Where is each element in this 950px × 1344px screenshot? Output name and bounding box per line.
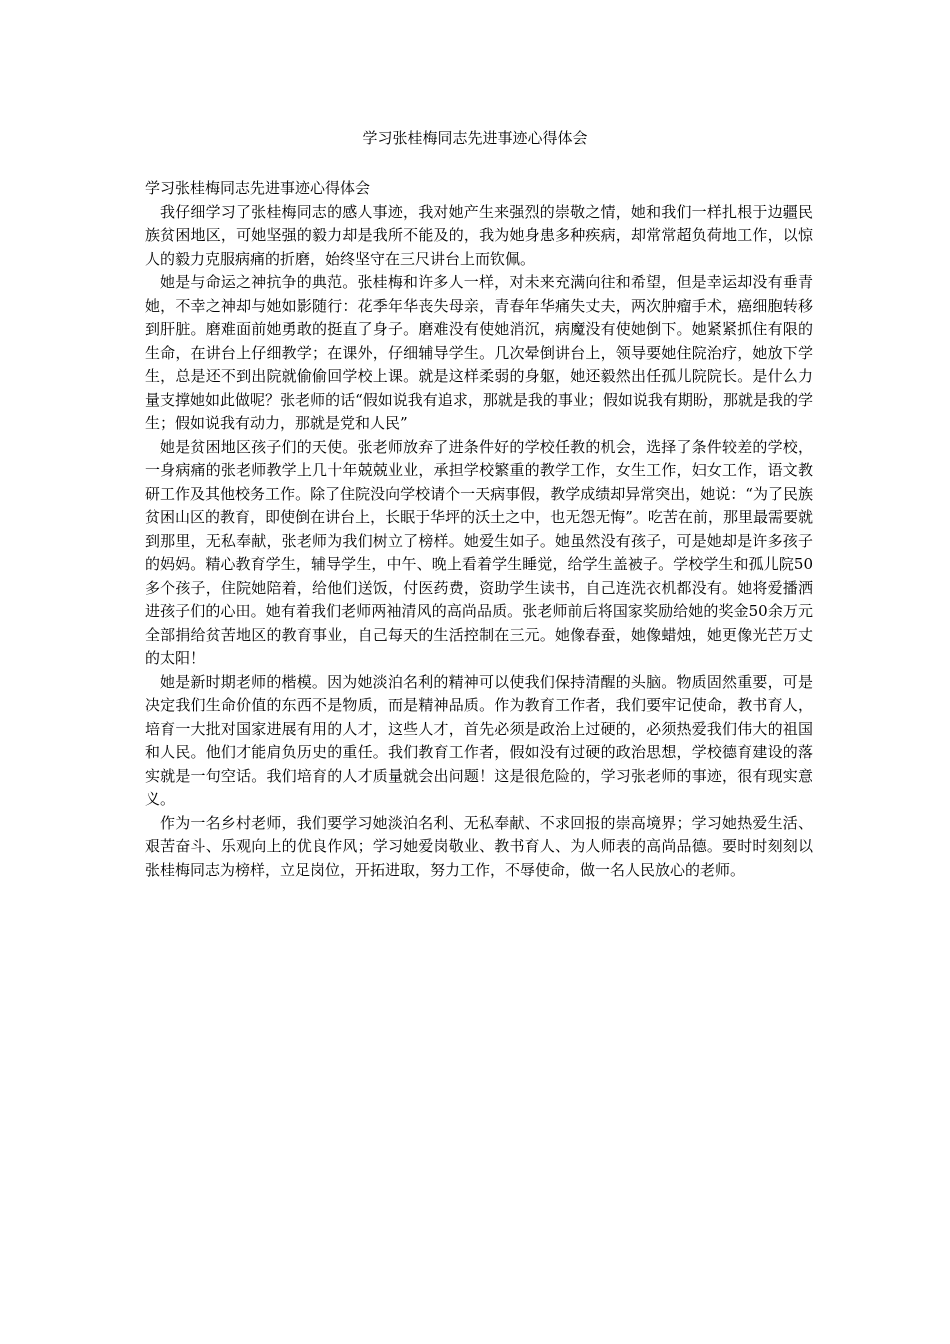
document-body [145, 177, 813, 882]
paragraph-4: 她是新时期老师的楷模。因为她淡泊名利的精神可以使我们保持清醒的头脑。物质固然重要，可是决定我们生命价值的东西不是物质，而是精神品质。作为教育工作者，我们要牢记使命，教书育人，培育一大批对国家进展有用的人才，这些人才，首先必须是政治上过硬的，必须热爱我们伟大的祖国和人民。他们才能肩负历史的重任。我们教育工作者，假如没有过硬的政治思想，学校德育建设的落实就是一句空话。我们培育的人才质量就会出问题！这是很危险的，学习张老师的事迹，很有现实意义。 [145, 672, 813, 808]
paragraph-1: 我仔细学习了张桂梅同志的感人事迹，我对她产生来强烈的崇敬之情，她和我们一样扎根于边疆民族贫困地区，可她坚强的毅力却是我所不能及的，我为她身患多种疾病，却常常超负荷地工作，以惊人的毅力克服病痛的折磨，始终坚守在三尺讲台上而钦佩。 [145, 202, 813, 268]
paragraph-5: 作为一名乡村老师，我们要学习她淡泊名利、无私奉献、不求回报的崇高境界；学习她热爱生活、艰苦奋斗、乐观向上的优良作风；学习她爱岗敬业、教书育人、为人师表的高尚品德。要时时刻刻以张桂梅同志为榜样，立足岗位，开拓进取，努力工作，不辱使命，做一名人民放心的老师。 [145, 813, 813, 879]
paragraph-3: 她是贫困地区孩子们的天使。张老师放弃了进条件好的学校任教的机会，选择了条件较差的学校，一身病痛的张老师教学上几十年兢兢业业，承担学校繁重的教学工作，女生工作，妇女工作，语文教研工作及其他校务工作。除了住院没向学校请个一天病事假，教学成绩却异常突出，她说：“为了民族贫困山区的教育，即使倒在讲台上，长眠于华坪的沃土之中，也无怨无悔”。吃苦在前，那里最需要就到那里，无私奉献，张老师为我们树立了榜样。她爱生如子。她虽然没有孩子，可是她却是许多孩子的妈妈。精心教育学生，辅导学生，中午、晚上看着学生睡觉，给学生盖被子。学校学生和孤儿院50多个孩子，住院她陪着，给他们送饭，付医药费，资助学生读书，自己连洗衣机都没有。她将爱播洒进孩子们的心田。她有着我们老师两袖清风的高尚品质。张老师前后将国家奖励给她的奖金50余万元全部捐给贫苦地区的教育事业，自己每天的生活控制在三元。她像春蚕，她像蜡烛，她更像光芒万丈的太阳！ [145, 437, 813, 667]
page-title: 学习张桂梅同志先进事迹心得体会 [362, 129, 588, 147]
paragraph-2: 她是与命运之神抗争的典范。张桂梅和许多人一样，对未来充满向往和希望，但是幸运却没有垂青她，不幸之神却与她如影随行：花季年华丧失母亲，青春年华痛失丈夫，两次肿瘤手术，癌细胞转移到肝脏。磨难面前她勇敢的挺直了身子。磨难没有使她消沉，病魔没有使她倒下。她紧紧抓住有限的生命，在讲台上仔细教学；在课外，仔细辅导学生。几次晕倒讲台上，领导要她住院治疗，她放下学生，总是还不到出院就偷偷回学校上课。就是这样柔弱的身躯，她还毅然出任孤儿院院长。是什么力量支撑她如此做呢？张老师的话“假如说我有追求，那就是我的事业；假如说我有期盼，那就是我的学生；假如说我有动力，那就是党和人民” [145, 273, 813, 432]
document-subtitle: 学习张桂梅同志先进事迹心得体会 [145, 179, 371, 197]
